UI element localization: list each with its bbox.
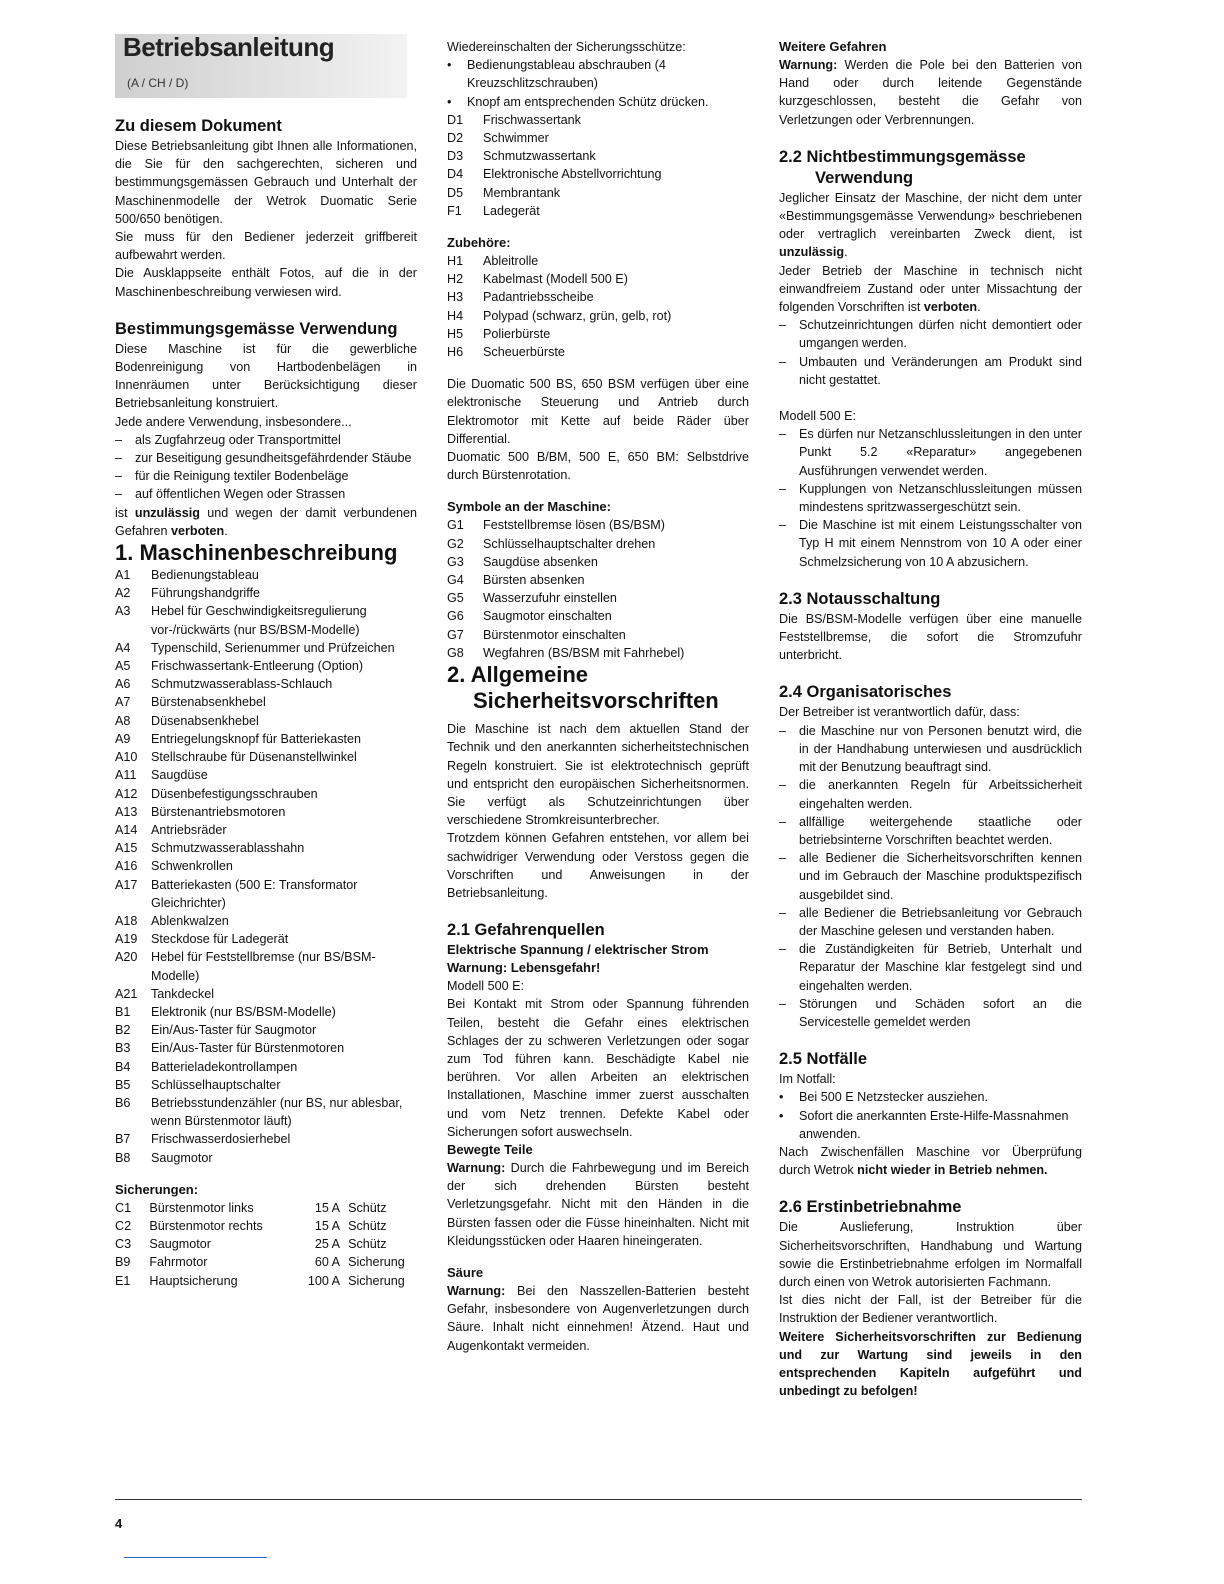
- component-list-b: [115, 1003, 417, 1167]
- dash-item: [779, 425, 1082, 480]
- item-key: A11: [115, 768, 137, 783]
- paragraph: Die Duomatic 500 BS, 650 BSM verfügen über eine elektronische Steuerung und Antrieb durch Elektromotor mit Kette auf beide Räder über Differential.: [447, 377, 749, 446]
- dash-item: [115, 431, 417, 449]
- item-key: A10: [115, 750, 138, 765]
- item-label: Ableitrolle: [483, 254, 539, 269]
- item-label: Hebel für Feststellbremse (nur BS/BSM-Modelle): [151, 950, 376, 983]
- list-item: [115, 712, 417, 730]
- bullet-marker: •: [447, 94, 452, 109]
- item-label: Düsenabsenkhebel: [151, 713, 259, 728]
- dash-item: [115, 485, 417, 503]
- item-label: Bedienungstableau: [151, 568, 259, 583]
- item-key: A18: [115, 913, 138, 928]
- heading-saeure: Säure: [447, 1264, 484, 1280]
- heading-gefahrenquellen: 2.1 Gefahrenquellen: [447, 921, 605, 940]
- item-label: Bürsten absenken: [483, 573, 585, 588]
- dash-marker: –: [115, 469, 123, 484]
- item-key: A12: [115, 786, 138, 801]
- item-key: D3: [447, 149, 464, 164]
- dash-item: [779, 480, 1082, 516]
- item-key: A16: [115, 859, 138, 874]
- item-key: A7: [115, 695, 131, 710]
- item-key: A5: [115, 659, 131, 674]
- dash-marker: –: [779, 427, 787, 442]
- heading-notausschaltung: 2.3 Notausschaltung: [779, 589, 941, 608]
- table-cell: 25 A: [314, 1237, 341, 1252]
- item-label: Saugdüse: [151, 768, 208, 783]
- table-cell: 15 A: [314, 1218, 341, 1233]
- table-cell: C3: [115, 1237, 132, 1252]
- paragraph: Jede andere Verwendung, insbesondere...: [115, 414, 352, 429]
- item-key: G8: [447, 645, 464, 660]
- heading-symbole: Symbole an der Maschine:: [447, 499, 611, 515]
- component-list-a: [115, 566, 417, 1003]
- item-text: Umbauten und Veränderungen am Produkt sind nicht gestattet.: [799, 354, 1082, 387]
- dash-marker: –: [779, 996, 787, 1011]
- dash-marker: –: [779, 942, 787, 957]
- item-key: H5: [447, 326, 464, 341]
- list-item: [115, 584, 417, 602]
- link-underline: [124, 1557, 267, 1558]
- list-item: [115, 602, 417, 638]
- item-label: Saugdüse absenken: [483, 554, 598, 569]
- item-key: D2: [447, 131, 464, 146]
- item-text: zur Beseitigung gesundheitsgefährdender Stäube: [135, 451, 412, 466]
- paragraph: Die Ausklappseite enthält Fotos, auf die in der Maschinenbeschreibung verwiesen wird.: [115, 266, 417, 299]
- list-item: [115, 1149, 417, 1167]
- item-text: als Zugfahrzeug oder Transportmittel: [135, 432, 341, 447]
- item-label: Feststellbremse lösen (BS/BSM): [483, 518, 665, 533]
- list-item: [447, 184, 749, 202]
- item-label: Membrantank: [483, 185, 560, 200]
- paragraph: ist unzulässig und wegen der damit verbundenen Gefahren verboten.: [115, 505, 417, 538]
- table-row: [115, 1272, 417, 1290]
- item-label: Hebel für Geschwindigkeitsregulierung vor-/rückwärts (nur BS/BSM-Modelle): [151, 604, 367, 637]
- paragraph: Warnung: Bei den Nasszellen-Batterien besteht Gefahr, insbesondere von Augenverletzungen durch Säure. Inhalt nicht einnehmen! Ätzend. Haut und Augenkontakt vermeiden.: [447, 1283, 749, 1353]
- paragraph: Die Maschine ist nach dem aktuellen Stand der Technik und den anerkannten sicherheitstechnischen Regeln konstruiert. Sie ist elektrotechnisch geprüft und entspricht den europäischen Sicherheitsnormen. Sie verfügt als Schutzeinrichtungen über verschiedene Stromkreisunterbrecher.: [447, 722, 749, 828]
- list-item: [115, 730, 417, 748]
- dash-marker: –: [115, 432, 123, 447]
- list-item: [447, 589, 749, 607]
- item-label: Saugmotor: [151, 1150, 213, 1165]
- heading-bestimmungsgemaesse-verwendung: Bestimmungsgemässe Verwendung: [115, 319, 398, 338]
- dash-item: [115, 449, 417, 467]
- heading-elektrische-spannung: Elektrische Spannung / elektrischer Strom: [447, 942, 709, 958]
- symbol-list: [447, 516, 749, 662]
- paragraph: Diese Betriebsanleitung gibt Ihnen alle Informationen, die Sie für den sachgerechten, sicheren und bestimmungsgemässen Gebrauch und Unterhalt der Maschinenmodelle der Wetrok Duomatic Serie 500/650 benötigen.: [115, 139, 417, 226]
- dash-marker: –: [779, 481, 787, 496]
- list-item: [115, 857, 417, 875]
- item-label: Wasserzufuhr einstellen: [483, 591, 617, 606]
- item-label: Ein/Aus-Taster für Bürstenmotoren: [151, 1041, 345, 1056]
- list-item: [115, 639, 417, 657]
- item-label: Ladegerät: [483, 203, 540, 218]
- item-label: Elektronik (nur BS/BSM-Modelle): [151, 1004, 336, 1019]
- item-text: Störungen und Schäden sofort an die Servicestelle gemeldet werden: [799, 996, 1082, 1029]
- dash-list: [115, 431, 417, 504]
- dash-item: [779, 353, 1082, 389]
- paragraph: Der Betreiber ist verantwortlich dafür, dass:: [779, 705, 1020, 720]
- list-item: [115, 675, 417, 693]
- table-cell: Fahrmotor: [149, 1255, 208, 1270]
- item-text: die Zuständigkeiten für Betrieb, Unterhalt und Reparatur der Maschine klar festgelegt sind und eingehalten werden.: [799, 942, 1082, 993]
- paragraph: Trotzdem können Gefahren entstehen, vor allem bei sachwidriger Verwendung oder Verstoss gegen die Vorschriften und Anweisungen in der Betriebsanleitung.: [447, 831, 749, 900]
- paragraph: Modell 500 E:: [447, 979, 525, 994]
- list-item: [115, 657, 417, 675]
- item-key: A6: [115, 677, 131, 692]
- item-key: B8: [115, 1150, 131, 1165]
- item-key: H2: [447, 272, 464, 287]
- item-text: Die Maschine ist mit einem Leistungsschalter von Typ H mit einem Nennstrom von 10 A oder einer Schmelzsicherung von 10 A abzusichern.: [799, 518, 1082, 569]
- list-item: [447, 129, 749, 147]
- item-key: B6: [115, 1095, 131, 1110]
- dash-item: [779, 995, 1082, 1031]
- bullet-item: [447, 56, 749, 92]
- list-item: [447, 607, 749, 625]
- list-item: [115, 1076, 417, 1094]
- paragraph: Die Auslieferung, Instruktion über Sicherheitsvorschriften, Handhabung und Wartung sowie die Erstinbetriebnahme erfolgen im Normalfall durch einen von Wetrok autorisierten Fachmann.: [779, 1220, 1082, 1289]
- list-item: [447, 307, 749, 325]
- list-item: [447, 147, 749, 165]
- dash-list: [779, 425, 1082, 571]
- heading-weitere-gefahren: Weitere Gefahren: [779, 39, 887, 54]
- item-label: Schlüsselhauptschalter drehen: [483, 536, 656, 551]
- dash-item: [779, 316, 1082, 352]
- dash-marker: –: [779, 851, 787, 866]
- table-cell: 15 A: [314, 1200, 341, 1215]
- table-row: [115, 1217, 417, 1235]
- table-cell: C2: [115, 1218, 132, 1233]
- item-label: Wegfahren (BS/BSM mit Fahrhebel): [483, 645, 685, 660]
- bullet-list: [447, 56, 749, 111]
- item-key: G5: [447, 591, 464, 606]
- item-key: A1: [115, 568, 131, 583]
- list-item: [115, 566, 417, 584]
- bullet-marker: •: [779, 1108, 784, 1123]
- heading-organisatorisches: 2.4 Organisatorisches: [779, 683, 952, 702]
- item-key: G4: [447, 573, 464, 588]
- item-key: H6: [447, 345, 464, 360]
- bullet-marker: •: [447, 58, 452, 73]
- heading-notfaelle: 2.5 Notfälle: [779, 1050, 868, 1069]
- banner-subtitle: (A / CH / D): [127, 76, 189, 90]
- item-label: Ein/Aus-Taster für Saugmotor: [151, 1023, 317, 1038]
- item-key: D1: [447, 112, 464, 127]
- table-cell: Saugmotor: [149, 1237, 211, 1252]
- table-cell: C1: [115, 1200, 132, 1215]
- item-key: A20: [115, 950, 138, 965]
- item-text: alle Bediener die Sicherheitsvorschriften kennen und im Gebrauch der Maschine produktspezifisch ausgebildet sind.: [799, 851, 1082, 902]
- item-label: Führungshandgriffe: [151, 586, 260, 601]
- item-label: Düsenbefestigungsschrauben: [151, 786, 318, 801]
- item-key: D4: [447, 167, 464, 182]
- paragraph: Warnung: Werden die Pole bei den Batterien von Hand oder durch leitende Gegenstände kurzgeschlossen, besteht die Gefahr von Verletzungen oder Verbrennungen.: [779, 58, 1082, 127]
- bullet-list: [779, 1088, 1082, 1143]
- item-label: Kabelmast (Modell 500 E): [483, 272, 628, 287]
- item-key: A4: [115, 640, 131, 655]
- table-cell: 100 A: [307, 1273, 341, 1288]
- list-item: [115, 1058, 417, 1076]
- paragraph: Im Notfall:: [779, 1072, 836, 1087]
- list-item: [115, 839, 417, 857]
- bullet-marker: •: [779, 1090, 784, 1105]
- table-cell: E1: [115, 1273, 131, 1288]
- list-item: [447, 553, 749, 571]
- table-cell: Schütz: [348, 1200, 387, 1215]
- dash-item: [779, 516, 1082, 571]
- component-list-d: [447, 111, 749, 202]
- bullet-item: [447, 93, 749, 111]
- paragraph: Diese Maschine ist für die gewerbliche Bodenreinigung von Hartbodenbelägen in Innenräumen unter Berücksichtigung dieser Betriebsanleitung konstruiert.: [115, 341, 417, 411]
- item-label: Polypad (schwarz, grün, gelb, rot): [483, 308, 672, 323]
- list-item: [115, 930, 417, 948]
- item-text: Kupplungen von Netzanschlussleitungen müssen mindestens spritzwassergeschützt sein.: [799, 481, 1082, 515]
- heading-erstinbetriebnahme: 2.6 Erstinbetriebnahme: [779, 1198, 962, 1217]
- table-row: [115, 1199, 417, 1217]
- item-label: Antriebsräder: [151, 822, 227, 837]
- dash-marker: –: [779, 814, 787, 829]
- item-label: Schmutzwasserablass-Schlauch: [151, 677, 333, 692]
- item-label: Entriegelungsknopf für Batteriekasten: [151, 731, 362, 746]
- list-item: [115, 1039, 417, 1057]
- item-key: H4: [447, 308, 464, 323]
- item-key: F1: [447, 203, 462, 218]
- item-label: Padantriebsscheibe: [483, 290, 594, 305]
- list-item: [115, 766, 417, 784]
- item-key: A15: [115, 841, 138, 856]
- item-label: Typenschild, Serienummer und Prüfzeichen: [151, 640, 395, 655]
- list-item: [115, 803, 417, 821]
- dash-marker: –: [115, 451, 123, 466]
- fuse-table: [115, 1199, 417, 1290]
- table-cell: 60 A: [314, 1255, 341, 1270]
- paragraph: Modell 500 E:: [779, 409, 857, 424]
- list-item: [447, 165, 749, 183]
- bullet-item: [779, 1107, 1082, 1143]
- item-key: A9: [115, 731, 131, 746]
- item-key: G3: [447, 554, 464, 569]
- list-item: [447, 270, 749, 288]
- warning-label: Warnung: Lebensgefahr!: [447, 960, 601, 976]
- banner-title: Betriebsanleitung: [123, 32, 335, 62]
- item-label: Saugmotor einschalten: [483, 609, 612, 624]
- item-key: A8: [115, 713, 131, 728]
- paragraph: Jeder Betrieb der Maschine in technisch nicht einwandfreiem Zustand oder unter Missachtung der folgenden Vorschriften ist verboten.: [779, 263, 1082, 315]
- item-key: H1: [447, 254, 464, 269]
- list-item: [447, 288, 749, 306]
- list-item: [115, 1003, 417, 1021]
- table-row: [115, 1235, 417, 1253]
- item-label: Batterieladekontrollampen: [151, 1059, 298, 1074]
- item-label: Steckdose für Ladegerät: [151, 932, 289, 947]
- dash-item: [779, 722, 1082, 777]
- list-item: [447, 252, 749, 270]
- paragraph: Sie muss für den Bediener jederzeit griffbereit aufbewahrt werden.: [115, 230, 417, 263]
- table-cell: Sicherung: [348, 1255, 405, 1270]
- list-item: [447, 325, 749, 343]
- item-label: Frischwassertank-Entleerung (Option): [151, 659, 364, 674]
- item-text: für die Reinigung textiler Bodenbeläge: [135, 469, 349, 484]
- item-label: Schmutzwasserablasshahn: [151, 841, 305, 856]
- heading-maschinenbeschreibung: 1. Maschinenbeschreibung: [115, 540, 398, 566]
- item-label: Elektronische Abstellvorrichtung: [483, 167, 662, 182]
- table-cell: Schütz: [348, 1237, 387, 1252]
- list-item: [115, 876, 417, 912]
- item-label: Frischwasserdosierhebel: [151, 1132, 291, 1147]
- dash-marker: –: [115, 487, 123, 502]
- dash-item: [779, 849, 1082, 904]
- paragraph: Bei Kontakt mit Strom oder Spannung führenden Teilen, besteht die Gefahr eines elektrischen Schlages der zu schweren Verletzungen oder sogar zum Tod führen kann. Beschädigte Kabel nie berühren. Vor allen Arbeiten an elektrischen Installationen, Maschine immer zuerst ausschalten und vom Netz trennen. Defekte Kabel oder Sicherungen sofort auswechseln.: [447, 997, 749, 1139]
- paragraph: Jeglicher Einsatz der Maschine, der nicht dem unter «Bestimmungsgemässe Verwendung» beschriebenen oder vertraglich vereinbarten Zweck dient, ist unzulässig.: [779, 190, 1082, 260]
- heading-allgemeine-sicherheitsvorschriften: 2. Allgemeine Sicherheitsvorschriften: [447, 662, 719, 714]
- item-text: Bei 500 E Netzstecker ausziehen.: [799, 1090, 989, 1105]
- table-cell: B9: [115, 1255, 131, 1270]
- paragraph: Wiedereinschalten der Sicherungsschütze:: [447, 40, 686, 54]
- item-text: Sofort die anerkannten Erste-Hilfe-Massnahmen anwenden.: [799, 1108, 1069, 1141]
- item-label: Schwimmer: [483, 131, 549, 146]
- item-label: Schmutzwassertank: [483, 149, 596, 164]
- item-text: Bedienungstableau abschrauben (4 Kreuzschlitzschrauben): [467, 58, 666, 91]
- dash-item: [115, 467, 417, 485]
- column-1: [115, 32, 417, 1290]
- item-text: alle Bediener die Betriebsanleitung vor Gebrauch der Maschine gelesen und verstanden haben.: [799, 905, 1082, 938]
- item-label: Schlüsselhauptschalter: [151, 1077, 281, 1092]
- item-key: G6: [447, 609, 464, 624]
- heading-nichtbestimmungsgemaesse-verwendung: 2.2 Nichtbestimmungsgemässe Verwendung: [779, 147, 1026, 187]
- list-item: [447, 516, 749, 534]
- list-item: [115, 748, 417, 766]
- table-cell: Hauptsicherung: [149, 1273, 238, 1288]
- item-text: allfällige weitergehende staatliche oder betriebsinterne Vorschriften beachtet werden.: [799, 814, 1082, 847]
- item-key: A19: [115, 932, 138, 947]
- item-key: A3: [115, 604, 131, 619]
- item-label: Schwenkrollen: [151, 859, 233, 874]
- list-item: [447, 343, 749, 361]
- item-label: Bürstenabsenkhebel: [151, 695, 266, 710]
- item-text: Knopf am entsprechenden Schütz drücken.: [467, 94, 709, 109]
- list-item: [447, 626, 749, 644]
- column-3: [779, 38, 1082, 1400]
- item-key: B2: [115, 1023, 131, 1038]
- item-label: Ablenkwalzen: [151, 913, 229, 928]
- dash-marker: –: [779, 354, 787, 369]
- list-item: [115, 985, 417, 1003]
- item-key: B5: [115, 1077, 131, 1092]
- heading-sicherungen: Sicherungen:: [115, 1181, 199, 1197]
- dash-item: [779, 813, 1082, 849]
- paragraph: Weitere Sicherheitsvorschriften zur Bedienung und zur Wartung sind jeweils in den entsprechenden Kapiteln aufgeführt und unbedingt zu befolgen!: [779, 1329, 1082, 1399]
- item-key: B4: [115, 1059, 131, 1074]
- list-item: [447, 644, 749, 662]
- item-label: Batteriekasten (500 E: Transformator Gleichrichter): [151, 877, 358, 910]
- paragraph: Die BS/BSM-Modelle verfügen über eine manuelle Feststellbremse, die sofort die Stromzufuhr unterbricht.: [779, 611, 1082, 663]
- dash-item: [779, 904, 1082, 940]
- table-cell: Sicherung: [348, 1273, 405, 1288]
- item-text: die anerkannten Regeln für Arbeitssicherheit eingehalten werden.: [799, 778, 1082, 811]
- heading-zubehoere: Zubehöre:: [447, 235, 511, 251]
- column-2: [447, 38, 749, 1355]
- list-item: [115, 693, 417, 711]
- page-number: 4: [115, 1516, 123, 1531]
- dash-list: [779, 722, 1082, 1031]
- list-item: [447, 571, 749, 589]
- item-label: Bürstenmotor einschalten: [483, 627, 626, 642]
- paragraph: Nach Zwischenfällen Maschine vor Überprüfung durch Wetrok nicht wieder in Betrieb nehmen.: [779, 1144, 1082, 1178]
- item-key: B7: [115, 1132, 131, 1147]
- item-label: Stellschraube für Düsenanstellwinkel: [151, 750, 357, 765]
- item-key: G2: [447, 536, 464, 551]
- item-key: H3: [447, 290, 464, 305]
- item-key: G1: [447, 518, 464, 533]
- item-label: Betriebsstundenzähler (nur BS, nur ablesbar, wenn Bürstenmotor läuft): [151, 1095, 403, 1129]
- dash-item: [779, 776, 1082, 812]
- table-cell: Bürstenmotor rechts: [149, 1218, 263, 1233]
- item-key: A2: [115, 586, 131, 601]
- dash-marker: –: [779, 723, 787, 738]
- table-cell: Schütz: [348, 1218, 387, 1233]
- list-item: [115, 821, 417, 839]
- item-key: B3: [115, 1041, 131, 1056]
- dash-marker: –: [779, 905, 787, 920]
- item-label: Tankdeckel: [151, 986, 215, 1001]
- paragraph: Warnung: Durch die Fahrbewegung und im Bereich der sich drehenden Bürsten besteht Verletzungsgefahr. Nicht mit den Händen in die Bürsten fassen oder die Füsse hineinhalten. Nicht mit Kleidungsstücken oder Haaren hineingeraten.: [447, 1160, 749, 1248]
- item-key: A21: [115, 986, 138, 1001]
- paragraph: Duomatic 500 B/BM, 500 E, 650 BM: Selbstdrive durch Bürstenrotation.: [447, 450, 749, 483]
- dash-marker: –: [779, 318, 787, 333]
- heading-zu-diesem-dokument: Zu diesem Dokument: [115, 117, 282, 135]
- table-row: [115, 1253, 417, 1271]
- heading-bewegte-teile: Bewegte Teile: [447, 1141, 533, 1157]
- item-text: Schutzeinrichtungen dürfen nicht demontiert oder umgangen werden.: [799, 318, 1082, 351]
- item-label: Bürstenantriebsmotoren: [151, 804, 286, 819]
- item-label: Polierbürste: [483, 326, 551, 341]
- item-label: Scheuerbürste: [483, 345, 565, 360]
- list-item: [115, 1021, 417, 1039]
- table-cell: Bürstenmotor links: [149, 1200, 254, 1215]
- list-item: [115, 948, 417, 984]
- item-key: B1: [115, 1004, 131, 1019]
- dash-marker: –: [779, 778, 787, 793]
- banner: [115, 34, 407, 98]
- item-key: A17: [115, 877, 138, 892]
- list-item: [447, 535, 749, 553]
- item-text: auf öffentlichen Wegen oder Strassen: [135, 487, 346, 502]
- item-key: A14: [115, 822, 138, 837]
- list-item: [115, 1130, 417, 1148]
- dash-list: [779, 316, 1082, 389]
- item-key: A13: [115, 804, 138, 819]
- dash-item: [779, 940, 1082, 995]
- dash-marker: –: [779, 518, 787, 533]
- list-item: [115, 785, 417, 803]
- item-text: die Maschine nur von Personen benutzt wird, die in der Handhabung unterwiesen und ausdrücklich mit der Benutzung beauftragt sind.: [799, 723, 1082, 775]
- item-key: G7: [447, 627, 464, 642]
- bullet-item: [779, 1088, 1082, 1106]
- list-item: [447, 111, 749, 129]
- footer-rule: [115, 1499, 1082, 1500]
- item-text: Es dürfen nur Netzanschlussleitungen in den unter Punkt 5.2 «Reparatur» angegebenen Ausführungen verwendet werden.: [799, 427, 1082, 478]
- list-item: [115, 1094, 417, 1130]
- item-key: D5: [447, 185, 464, 200]
- accessory-list: [447, 252, 749, 361]
- list-item: [447, 202, 749, 220]
- item-label: Frischwassertank: [483, 112, 581, 127]
- paragraph: Ist dies nicht der Fall, ist der Betreiber für die Instruktion der Bediener verantwortlich.: [779, 1293, 1082, 1326]
- component-list-f: [447, 202, 749, 220]
- list-item: [115, 912, 417, 930]
